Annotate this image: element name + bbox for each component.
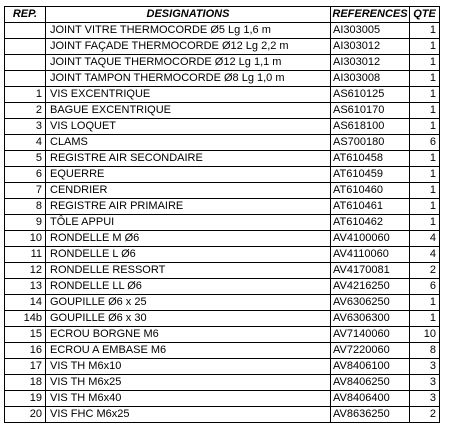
cell-qty: 3 <box>410 359 440 375</box>
cell-reference: AV6306250 <box>331 295 410 311</box>
cell-rep <box>5 39 46 55</box>
table-row <box>5 279 440 295</box>
table-row <box>5 135 440 151</box>
cell-rep: 17 <box>5 359 46 375</box>
cell-reference: AI303012 <box>331 39 410 55</box>
cell-rep: 8 <box>5 199 46 215</box>
cell-designation: VIS TH M6x25 <box>46 375 331 391</box>
cell-reference: AT610459 <box>331 167 410 183</box>
cell-designation: JOINT VITRE THERMOCORDE Ø5 Lg 1,6 m <box>46 23 331 39</box>
cell-rep: 14b <box>5 311 46 327</box>
cell-designation: VIS FHC M6x25 <box>46 407 331 423</box>
table-row <box>5 183 440 199</box>
cell-qty: 1 <box>410 151 440 167</box>
table-row <box>5 311 440 327</box>
cell-rep: 15 <box>5 327 46 343</box>
table-row <box>5 375 440 391</box>
cell-designation: VIS TH M6x40 <box>46 391 331 407</box>
cell-rep: 6 <box>5 167 46 183</box>
cell-reference: AI303005 <box>331 23 410 39</box>
cell-rep: 11 <box>5 247 46 263</box>
cell-reference: AV7140060 <box>331 327 410 343</box>
header-row <box>5 7 440 23</box>
cell-reference: AV6306300 <box>331 311 410 327</box>
cell-designation: JOINT TAMPON THERMOCORDE Ø8 Lg 1,0 m <box>46 71 331 87</box>
table-row <box>5 103 440 119</box>
table-row <box>5 327 440 343</box>
cell-rep: 3 <box>5 119 46 135</box>
cell-reference: AV4216250 <box>331 279 410 295</box>
cell-qty: 1 <box>410 71 440 87</box>
cell-qty: 4 <box>410 247 440 263</box>
table-row <box>5 167 440 183</box>
cell-qty: 3 <box>410 391 440 407</box>
cell-rep: 10 <box>5 231 46 247</box>
table-row <box>5 23 440 39</box>
cell-rep: 4 <box>5 135 46 151</box>
cell-qty: 1 <box>410 23 440 39</box>
cell-reference: AV4100060 <box>331 231 410 247</box>
table-row <box>5 71 440 87</box>
table-header <box>5 7 440 23</box>
cell-rep: 18 <box>5 375 46 391</box>
cell-rep: 16 <box>5 343 46 359</box>
cell-qty: 3 <box>410 375 440 391</box>
cell-designation: RONDELLE RESSORT <box>46 263 331 279</box>
cell-qty: 1 <box>410 119 440 135</box>
table-row <box>5 247 440 263</box>
cell-designation: ECROU A EMBASE M6 <box>46 343 331 359</box>
cell-qty: 1 <box>410 311 440 327</box>
cell-rep: 12 <box>5 263 46 279</box>
cell-reference: AT610460 <box>331 183 410 199</box>
cell-reference: AS610125 <box>331 87 410 103</box>
table-row <box>5 295 440 311</box>
cell-qty: 6 <box>410 279 440 295</box>
cell-rep <box>5 55 46 71</box>
cell-reference: AV4170081 <box>331 263 410 279</box>
cell-reference: AV8406400 <box>331 391 410 407</box>
cell-qty: 1 <box>410 215 440 231</box>
cell-qty: 2 <box>410 263 440 279</box>
cell-designation: GOUPILLE Ø6 x 25 <box>46 295 331 311</box>
header-designation: DESIGNATIONS <box>46 7 331 23</box>
cell-rep: 19 <box>5 391 46 407</box>
cell-rep: 1 <box>5 87 46 103</box>
cell-designation: GOUPILLE Ø6 x 30 <box>46 311 331 327</box>
cell-designation: REGISTRE AIR PRIMAIRE <box>46 199 331 215</box>
cell-reference: AV7220060 <box>331 343 410 359</box>
table-row <box>5 343 440 359</box>
cell-reference: AV8406100 <box>331 359 410 375</box>
cell-qty: 8 <box>410 343 440 359</box>
cell-designation: VIS EXCENTRIQUE <box>46 87 331 103</box>
table-row <box>5 55 440 71</box>
table-row <box>5 407 440 423</box>
cell-designation: EQUERRE <box>46 167 331 183</box>
cell-rep: 9 <box>5 215 46 231</box>
table-row <box>5 87 440 103</box>
cell-qty: 10 <box>410 327 440 343</box>
table-row <box>5 231 440 247</box>
table-row <box>5 119 440 135</box>
cell-reference: AI303008 <box>331 71 410 87</box>
cell-rep: 13 <box>5 279 46 295</box>
table-row <box>5 391 440 407</box>
table-row <box>5 199 440 215</box>
cell-qty: 2 <box>410 407 440 423</box>
cell-designation: BAGUE EXCENTRIQUE <box>46 103 331 119</box>
table-row <box>5 263 440 279</box>
cell-designation: VIS LOQUET <box>46 119 331 135</box>
cell-designation: CLAMS <box>46 135 331 151</box>
cell-designation: ECROU BORGNE M6 <box>46 327 331 343</box>
table-body <box>5 23 440 423</box>
cell-reference: AS610170 <box>331 103 410 119</box>
cell-qty: 1 <box>410 167 440 183</box>
cell-rep: 7 <box>5 183 46 199</box>
cell-qty: 1 <box>410 295 440 311</box>
cell-designation: TÔLE APPUI <box>46 215 331 231</box>
cell-designation: RONDELLE L Ø6 <box>46 247 331 263</box>
cell-reference: AT610462 <box>331 215 410 231</box>
cell-qty: 1 <box>410 103 440 119</box>
cell-rep: 20 <box>5 407 46 423</box>
cell-rep: 5 <box>5 151 46 167</box>
cell-designation: JOINT FAÇADE THERMOCORDE Ø12 Lg 2,2 m <box>46 39 331 55</box>
header-qty: QTE <box>410 7 440 23</box>
cell-reference: AT610461 <box>331 199 410 215</box>
cell-designation: RONDELLE LL Ø6 <box>46 279 331 295</box>
header-rep: REP. <box>5 7 46 23</box>
table-row <box>5 39 440 55</box>
cell-rep <box>5 71 46 87</box>
cell-reference: AV8406250 <box>331 375 410 391</box>
cell-reference: AT610458 <box>331 151 410 167</box>
cell-qty: 1 <box>410 183 440 199</box>
cell-reference: AS618100 <box>331 119 410 135</box>
cell-rep: 14 <box>5 295 46 311</box>
cell-qty: 1 <box>410 55 440 71</box>
cell-reference: AS700180 <box>331 135 410 151</box>
cell-rep <box>5 23 46 39</box>
header-reference: REFERENCES <box>331 7 410 23</box>
cell-designation: CENDRIER <box>46 183 331 199</box>
cell-reference: AV8636250 <box>331 407 410 423</box>
cell-designation: REGISTRE AIR SECONDAIRE <box>46 151 331 167</box>
cell-qty: 6 <box>410 135 440 151</box>
cell-designation: RONDELLE M Ø6 <box>46 231 331 247</box>
cell-designation: JOINT TAQUE THERMOCORDE Ø12 Lg 1,1 m <box>46 55 331 71</box>
cell-qty: 1 <box>410 87 440 103</box>
cell-reference: AV4110060 <box>331 247 410 263</box>
cell-rep: 2 <box>5 103 46 119</box>
table-row <box>5 151 440 167</box>
cell-reference: AI303012 <box>331 55 410 71</box>
parts-list-table <box>4 6 440 423</box>
cell-designation: VIS TH M6x10 <box>46 359 331 375</box>
cell-qty: 4 <box>410 231 440 247</box>
table-row <box>5 215 440 231</box>
cell-qty: 1 <box>410 39 440 55</box>
table-row <box>5 359 440 375</box>
cell-qty: 1 <box>410 199 440 215</box>
